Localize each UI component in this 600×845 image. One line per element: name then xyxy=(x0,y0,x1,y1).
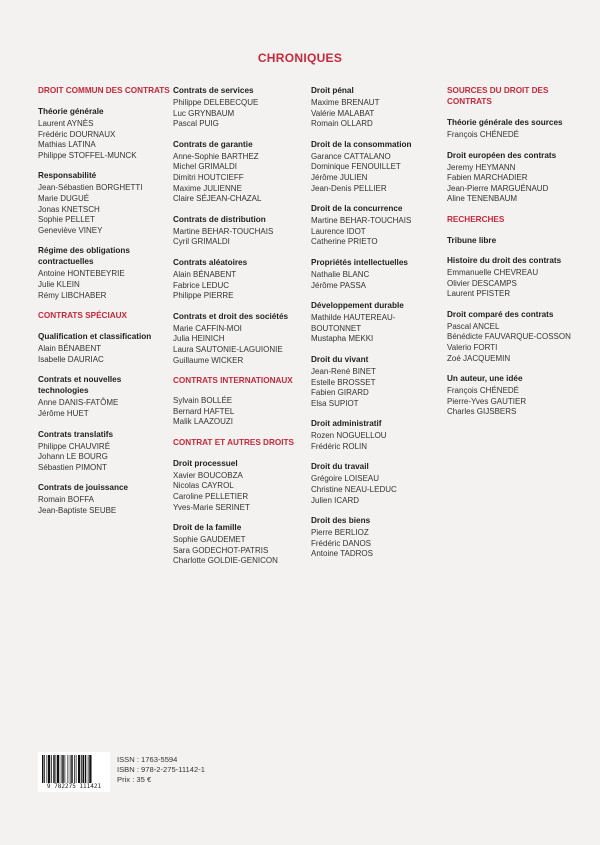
chronicle-section xyxy=(173,311,305,366)
barcode-bar xyxy=(53,755,55,783)
barcode-bar xyxy=(44,755,45,783)
publication-info xyxy=(117,755,205,785)
barcode-bar xyxy=(81,755,82,783)
author-name: Fabien MARCHADIER xyxy=(447,173,528,183)
author-name: Jérôme HUET xyxy=(38,408,89,418)
section-title: Droit comparé des contrats xyxy=(447,309,554,319)
author-name: Jean-Pierre MARGUÉNAUD xyxy=(447,183,549,193)
author-name: Fabrice LEDUC xyxy=(173,280,230,290)
category-heading: CONTRATS INTERNATIONAUX xyxy=(173,376,293,386)
author-name: Romain BOFFA xyxy=(38,495,95,505)
section-title: Propriétés intellectuelles xyxy=(311,257,408,267)
author-name: Cyril GRIMALDI xyxy=(173,237,230,247)
author-name: Mathias LATINA xyxy=(38,140,96,150)
section-title: Tribune libre xyxy=(447,235,497,245)
section-title: Un auteur, une idée xyxy=(447,374,523,384)
section-title: Contrats de garantie xyxy=(173,139,253,149)
chronicle-section xyxy=(311,354,443,409)
barcode-bar xyxy=(68,755,69,783)
barcode-bars xyxy=(42,755,106,783)
author-name: Laura SAUTONIE-LAGUIONIE xyxy=(173,344,283,354)
author-name: Elsa SUPIOT xyxy=(311,398,359,408)
chronicle-section xyxy=(447,150,579,205)
author-name: Isabelle DAURIAC xyxy=(38,354,104,364)
author-name: BOUTONNET xyxy=(311,323,362,333)
author-name: Anne-Sophie BARTHEZ xyxy=(173,151,259,161)
author-name: Sara GODECHOT-PATRIS xyxy=(173,545,269,555)
author-name: Anne DANIS-FATÔME xyxy=(38,398,119,408)
author-name: Catherine PRIETO xyxy=(311,237,378,247)
author-name: Laurence IDOT xyxy=(311,226,366,236)
author-name: Philippe DELEBECQUE xyxy=(173,98,259,107)
column-4 xyxy=(447,85,579,427)
section-title: Responsabilité xyxy=(38,171,97,181)
issn: ISSN : 1763-5594 xyxy=(117,755,178,764)
category-heading: CONTRAT ET AUTRES DROITS xyxy=(173,437,294,447)
section-title: Contrats de jouissance xyxy=(38,483,129,493)
section-title: Droit des biens xyxy=(311,516,371,526)
author-name: Pascal ANCEL xyxy=(447,321,500,331)
section-title: Théorie générale des sources xyxy=(447,118,563,127)
barcode-number: 9 782275 111421 xyxy=(46,783,102,790)
chronicle-section xyxy=(173,396,305,428)
author-name: Sébastien PIMONT xyxy=(38,462,107,472)
author-name: Guillaume WICKER xyxy=(173,355,244,365)
author-name: Claire SÉJEAN-CHAZAL xyxy=(173,194,262,204)
section-title: Droit européen des contrats xyxy=(447,150,557,160)
author-name: Frédéric DOURNAUX xyxy=(38,129,116,139)
section-title: Régime des obligations contractuelles xyxy=(38,246,130,267)
barcode-bar xyxy=(89,755,91,783)
author-name: Marie CAFFIN-MOI xyxy=(173,323,242,333)
barcode-bar xyxy=(83,755,85,783)
chronicle-section xyxy=(38,245,170,301)
author-name: Estelle BROSSET xyxy=(311,377,376,387)
author-name: Pierre-Yves GAUTIER xyxy=(447,396,527,406)
author-name: Philippe STOFFEL-MUNCK xyxy=(38,150,137,160)
author-name: Christine NEAU-LEDUC xyxy=(311,485,397,495)
author-name: Julie KLEIN xyxy=(38,279,80,289)
chronicle-section xyxy=(311,85,443,130)
author-name: François CHÉNEDÉ xyxy=(447,130,520,139)
barcode-bar xyxy=(47,755,48,783)
author-name: Mustapha MEKKI xyxy=(311,334,374,344)
author-name: Mathilde HAUTEREAU- xyxy=(311,313,396,323)
author-name: Garance CATTALANO xyxy=(311,151,391,161)
section-title: Droit du travail xyxy=(311,462,369,472)
chronicle-section xyxy=(173,85,305,130)
section-title: Droit administratif xyxy=(311,419,382,429)
section-title: Droit de la consommation xyxy=(311,139,412,149)
author-name: Charlotte GOLDIE-GENICON xyxy=(173,556,278,566)
author-name: François CHÉNEDÉ xyxy=(447,386,520,396)
author-name: Jean-René BINET xyxy=(311,366,376,376)
barcode-bar xyxy=(71,755,73,783)
chronicle-section xyxy=(447,255,579,300)
author-name: Nathalie BLANC xyxy=(311,269,370,279)
author-name: Martine BEHAR-TOUCHAIS xyxy=(173,226,274,236)
column-1 xyxy=(38,85,170,525)
section-title: Contrats et droit des sociétés xyxy=(173,311,289,321)
author-name: Jérôme JULIEN xyxy=(311,172,368,182)
author-name: Nicolas CAYROL xyxy=(173,481,234,491)
section-title: Contrats de services xyxy=(173,86,254,95)
chronicle-section xyxy=(38,170,170,236)
author-name: Pascal PUIG xyxy=(173,119,219,129)
chronicle-section xyxy=(311,139,443,194)
chronicle-section xyxy=(38,106,170,161)
chronicle-section xyxy=(173,522,305,567)
barcode-bar xyxy=(85,755,87,783)
author-name: Johann LE BOURG xyxy=(38,452,108,462)
author-name: Luc GRYNBAUM xyxy=(173,108,235,118)
author-name: Jérôme PASSA xyxy=(311,280,366,290)
author-name: Pierre BERLIOZ xyxy=(311,528,369,538)
category-heading: SOURCES DU DROIT DES CONTRATS xyxy=(447,86,549,106)
section-title: Contrats et nouvelles technologies xyxy=(38,375,122,396)
section-title: Développement durable xyxy=(311,301,404,311)
chronicle-section xyxy=(173,139,305,205)
barcode-bar xyxy=(76,755,77,783)
barcode-bar xyxy=(65,755,66,783)
author-name: Bernard HAFTEL xyxy=(173,406,235,416)
author-name: Emmanuelle CHEVREAU xyxy=(447,267,539,277)
chronicle-section xyxy=(173,458,305,513)
author-name: Valerio FORTI xyxy=(447,342,498,352)
section-title: Droit de la concurrence xyxy=(311,204,403,214)
barcode-bar xyxy=(74,755,75,783)
author-name: Alain BÉNABENT xyxy=(173,269,237,279)
barcode-bar xyxy=(56,755,57,783)
barcode-bar xyxy=(62,755,64,783)
barcode-bar xyxy=(70,755,71,783)
section-title: Qualification et classification xyxy=(38,332,152,342)
barcode-bar xyxy=(57,755,59,783)
author-name: Maxime BRENAUT xyxy=(311,98,380,107)
category-heading: RECHERCHES xyxy=(447,214,505,224)
author-name: Dominique FENOUILLET xyxy=(311,162,401,172)
column-2 xyxy=(173,85,305,576)
chronicle-section xyxy=(447,235,579,246)
chronicle-section xyxy=(38,429,170,474)
author-name: Philippe PIERRE xyxy=(173,291,234,301)
chronicle-section xyxy=(311,515,443,560)
author-name: Olivier DESCAMPS xyxy=(447,278,517,288)
barcode-bar xyxy=(78,755,80,783)
author-name: Rozen NOGUELLOU xyxy=(311,431,387,441)
barcode-bar xyxy=(48,755,50,783)
price: Prix : 35 € xyxy=(117,775,152,784)
section-title: Contrats aléatoires xyxy=(173,257,248,267)
author-name: Bénédicte FAUVARQUE-COSSON xyxy=(447,332,571,342)
chronicle-section xyxy=(311,203,443,248)
author-name: Xavier BOUCOBZA xyxy=(173,470,243,480)
chronicle-section xyxy=(173,257,305,302)
barcode-bar xyxy=(88,755,89,783)
chronicle-section xyxy=(311,418,443,452)
author-name: Julia HEINICH xyxy=(173,334,225,344)
barcode-bar xyxy=(61,755,62,783)
author-name: Laurent PFISTER xyxy=(447,289,511,299)
author-name: Rémy LIBCHABER xyxy=(38,290,107,300)
author-name: Malik LAAZOUZI xyxy=(173,417,234,427)
chronicle-section xyxy=(38,482,170,516)
section-title: Histoire du droit des contrats xyxy=(447,255,562,265)
author-name: Marie DUGUÉ xyxy=(38,193,90,203)
section-title: Droit de la famille xyxy=(173,523,242,533)
author-name: Jonas KNETSCH xyxy=(38,204,100,214)
author-name: Jean-Denis PELLIER xyxy=(311,183,387,193)
page-title: CHRONIQUES xyxy=(257,51,343,65)
section-title: Contrats de distribution xyxy=(173,214,266,224)
author-name: Zoé JACQUEMIN xyxy=(447,353,511,363)
chronicle-section xyxy=(311,257,443,291)
section-title: Droit du vivant xyxy=(311,354,369,364)
chronicle-section xyxy=(38,374,170,419)
author-name: Fabien GIRARD xyxy=(311,388,369,398)
chronicle-section xyxy=(38,331,170,365)
author-name: Jeremy HEYMANN xyxy=(447,162,516,172)
chronicle-section xyxy=(447,373,579,418)
author-name: Sylvain BOLLÉE xyxy=(173,396,233,406)
column-3 xyxy=(311,85,443,569)
author-name: Jean-Baptiste SEUBE xyxy=(38,505,117,515)
section-title: Théorie générale xyxy=(38,107,104,116)
author-name: Martine BEHAR-TOUCHAIS xyxy=(311,216,412,226)
author-name: Antoine TADROS xyxy=(311,549,373,559)
isbn: ISBN : 978-2-275-11142-1 xyxy=(117,765,205,774)
chronicle-section xyxy=(311,300,443,345)
category-heading: DROIT COMMUN DES CONTRATS xyxy=(38,86,170,95)
chronicle-section xyxy=(311,461,443,506)
author-name: Jean-Sébastien BORGHETTI xyxy=(38,183,143,193)
chronicle-section xyxy=(173,214,305,248)
chronicle-section xyxy=(447,117,579,141)
author-name: Frédéric ROLIN xyxy=(311,441,368,451)
author-name: Caroline PELLETIER xyxy=(173,492,249,502)
author-name: Romain OLLARD xyxy=(311,119,373,129)
author-name: Antoine HONTEBEYRIE xyxy=(38,269,125,279)
author-name: Yves-Marie SERINET xyxy=(173,502,250,512)
barcode-bar xyxy=(42,755,44,783)
author-name: Valérie MALABAT xyxy=(311,108,375,118)
author-name: Sophie PELLET xyxy=(38,215,95,225)
barcode-bar xyxy=(51,755,52,783)
author-name: Aline TENENBAUM xyxy=(447,194,518,204)
author-name: Julien ICARD xyxy=(311,495,360,505)
author-name: Frédéric DANOS xyxy=(311,538,372,548)
section-title: Droit processuel xyxy=(173,458,238,468)
section-title: Contrats translatifs xyxy=(38,429,114,439)
author-name: Charles GIJSBERS xyxy=(447,407,517,417)
category-heading: CONTRATS SPÉCIAUX xyxy=(38,311,128,321)
barcode xyxy=(38,752,110,792)
author-name: Alain BÉNABENT xyxy=(38,344,102,354)
author-name: Geneviève VINEY xyxy=(38,225,103,235)
author-name: Dimitri HOUTCIEFF xyxy=(173,172,244,182)
author-name: Laurent AYNÈS xyxy=(38,119,94,128)
author-name: Philippe CHAUVIRÉ xyxy=(38,441,111,451)
section-title: Droit pénal xyxy=(311,86,354,95)
chronicle-section xyxy=(447,309,579,364)
author-name: Maxime JULIENNE xyxy=(173,183,242,193)
author-name: Grégoire LOISEAU xyxy=(311,474,380,484)
author-name: Michel GRIMALDI xyxy=(173,162,238,172)
author-name: Sophie GAUDEMET xyxy=(173,535,246,545)
